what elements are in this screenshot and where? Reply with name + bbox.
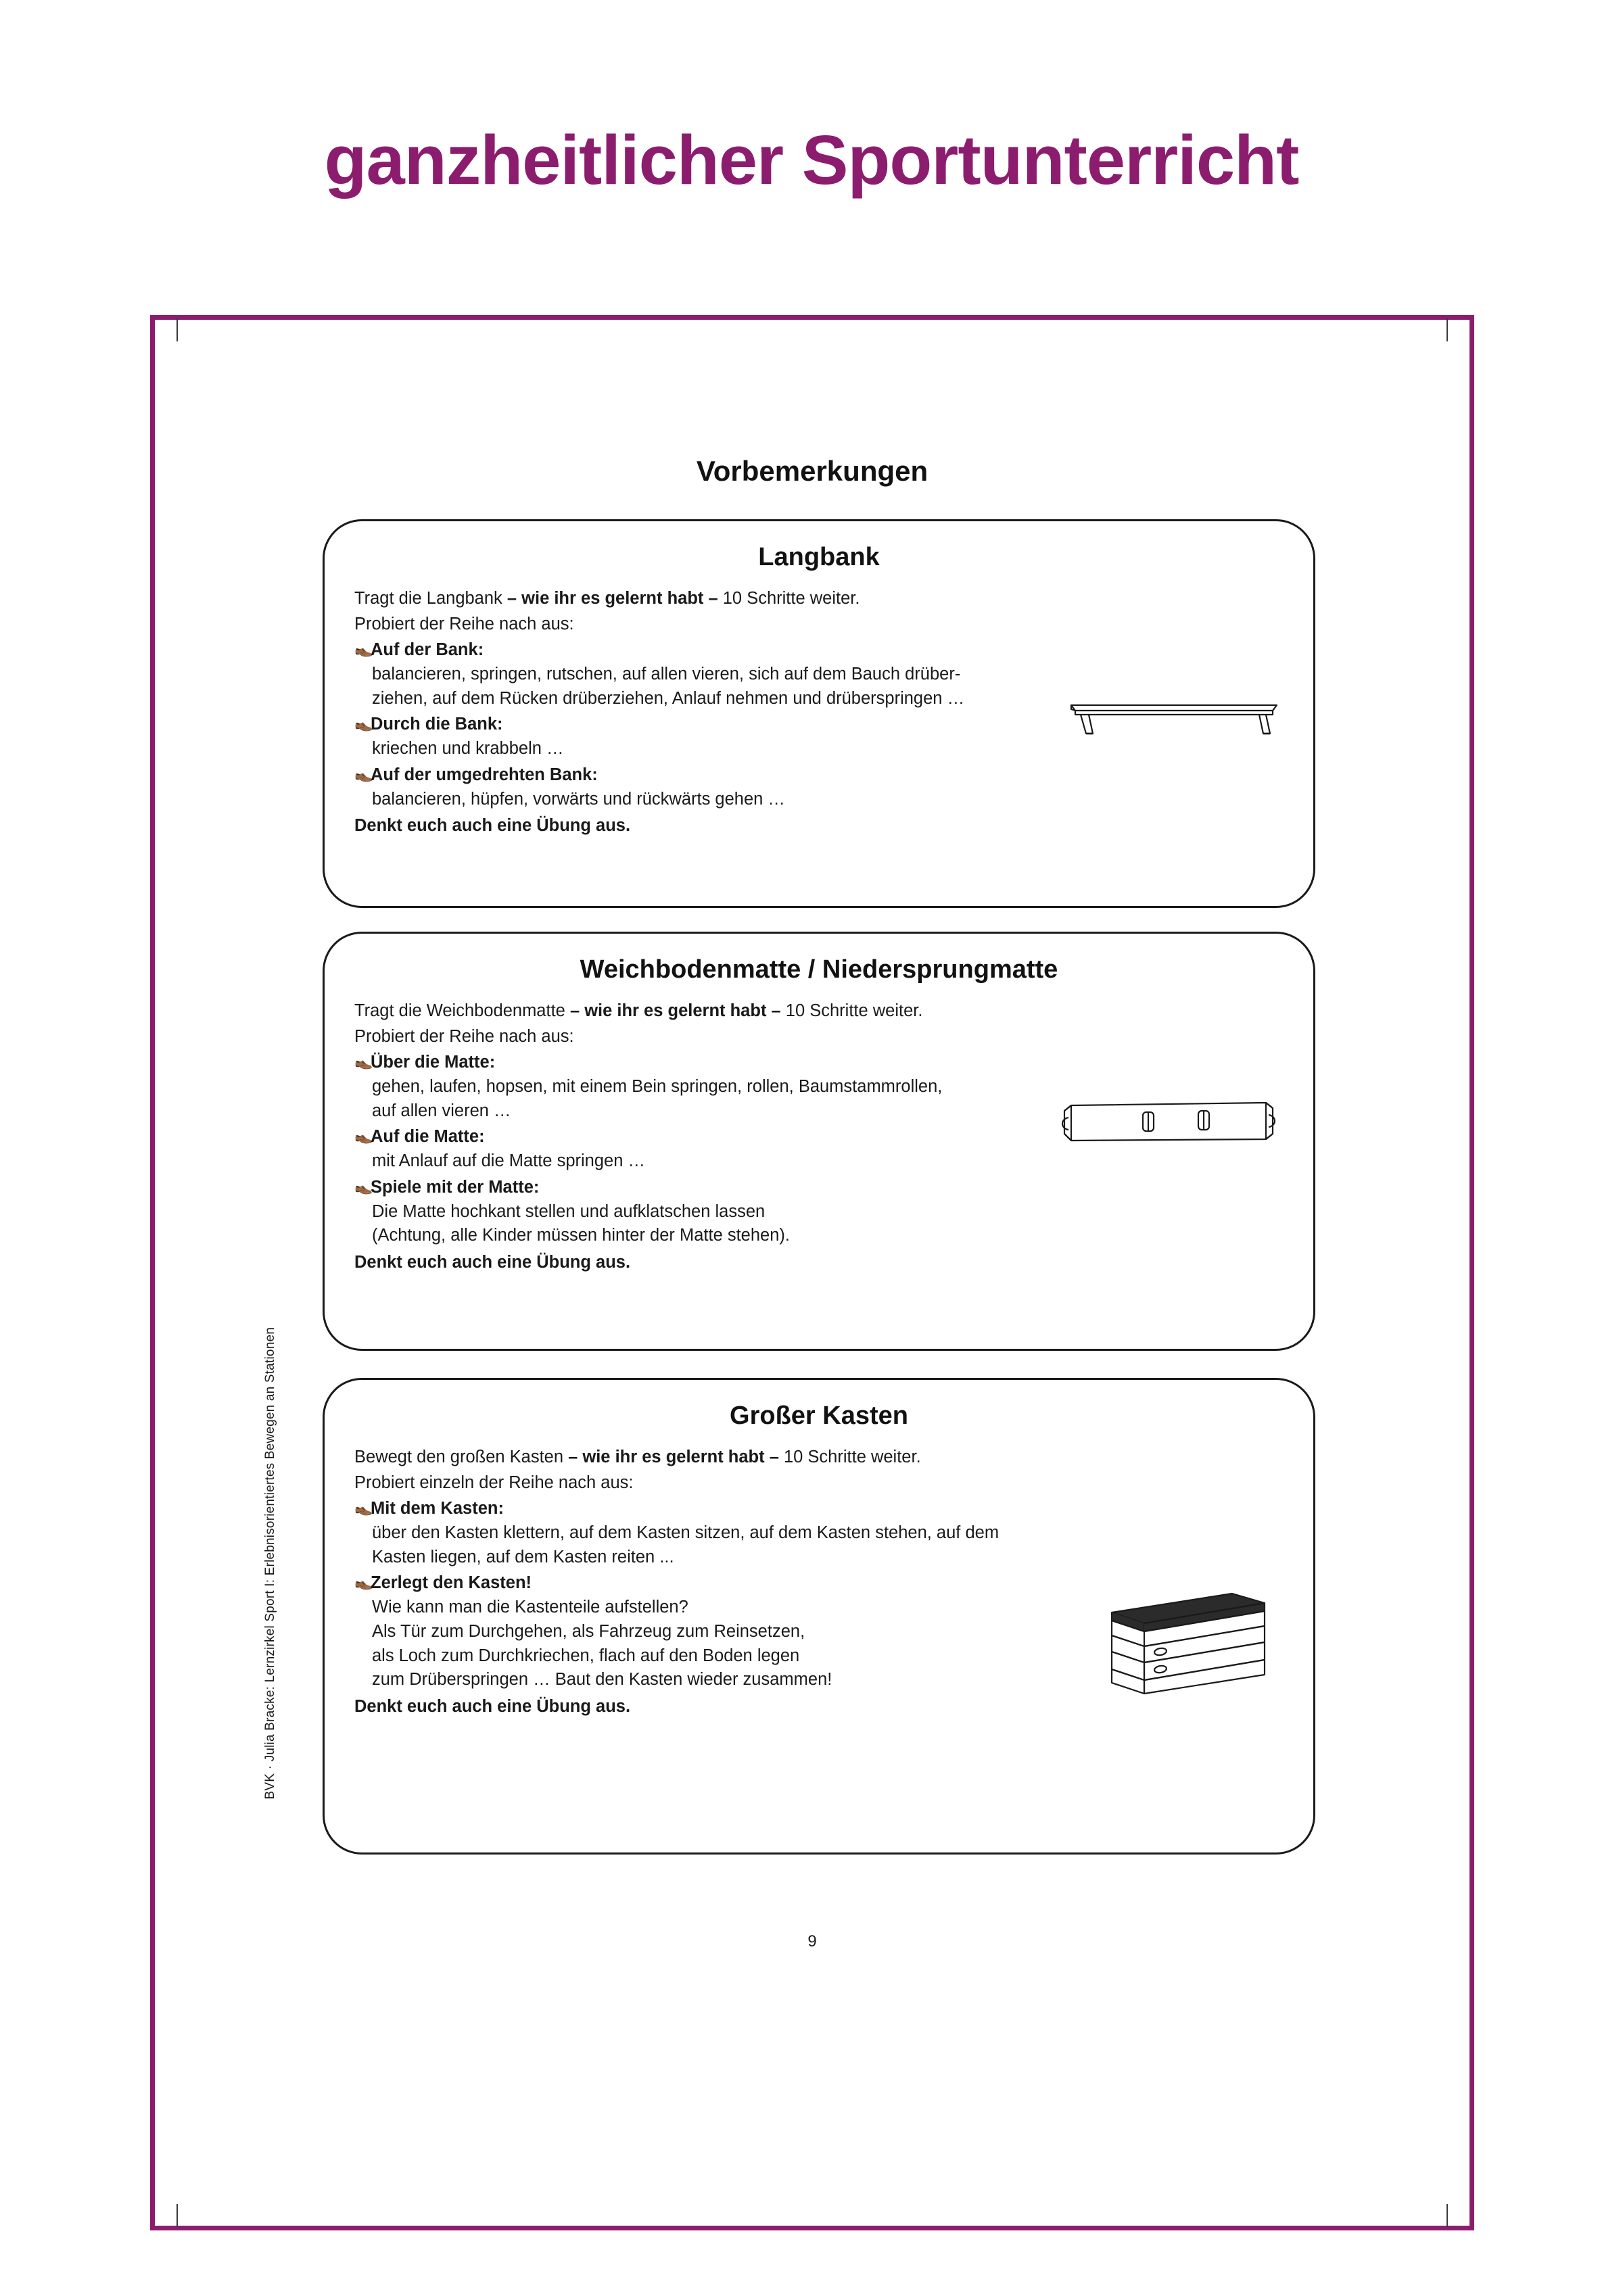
list-item-text: Kasten liegen, auf dem Kasten reiten ... — [372, 1547, 674, 1566]
list-item-text: auf allen vieren … — [372, 1101, 511, 1120]
list-item — [354, 713, 1286, 737]
list-item-text: als Loch zum Durchkriechen, flach auf den Boden legen — [372, 1646, 800, 1665]
station-closing: Denkt euch auch eine Übung aus. — [354, 1252, 631, 1272]
lead-part-2: 10 Schritte weiter. — [780, 1001, 923, 1020]
station-card-grosser-kasten — [323, 1378, 1315, 1855]
list-item-text: Die Matte hochkant stellen und aufklatschen lassen — [372, 1201, 766, 1221]
list-item — [354, 1497, 1286, 1521]
station-lead-2: Probiert der Reihe nach aus: — [354, 1026, 574, 1046]
worksheet-page — [155, 320, 1469, 2226]
list-item-text: balancieren, hüpfen, vorwärts und rückwärts gehen … — [372, 789, 785, 809]
lead-emphasis: – wie ihr es gelernt habt – — [568, 1448, 779, 1466]
lead-part-1: Tragt die Weichbodenmatte — [354, 1001, 570, 1020]
station-lead-2: Probiert der Reihe nach aus: — [354, 614, 574, 633]
list-item-label: Durch die Bank: — [371, 715, 503, 734]
list-item-text: (Achtung, alle Kinder müssen hinter der Matte stehen). — [372, 1226, 790, 1245]
list-item-text: ziehen, auf dem Rücken drüberziehen, Anlauf nehmen und drüberspringen … — [372, 688, 965, 708]
lead-emphasis: – wie ihr es gelernt habt – — [569, 1001, 781, 1020]
list-item-text: mit Anlauf auf die Matte springen … — [372, 1151, 645, 1171]
list-item-text: gehen, laufen, hopsen, mit einem Bein springen, rollen, Baumstammrollen, — [372, 1077, 943, 1097]
shoe-bullet-icon: 👞 — [354, 765, 373, 782]
list-item — [354, 1125, 1286, 1149]
worksheet-frame — [150, 315, 1474, 2230]
list-item — [354, 1051, 1286, 1075]
station-lead — [354, 1445, 1286, 1470]
list-item-label: Zerlegt den Kasten! — [371, 1573, 532, 1593]
section-heading: Vorbemerkungen — [696, 455, 928, 487]
page-title: ganzheitlicher Sportunterricht — [324, 121, 1299, 199]
station-lead — [354, 999, 1286, 1024]
station-closing: Denkt euch auch eine Übung aus. — [354, 1696, 631, 1716]
station-title: Weichbodenmatte / Niedersprungmatte — [580, 955, 1058, 984]
lead-part-2: 10 Schritte weiter. — [778, 1448, 921, 1466]
station-closing: Denkt euch auch eine Übung aus. — [354, 816, 631, 836]
station-card-langbank — [323, 519, 1315, 908]
station-body — [325, 999, 1313, 1275]
page-number: 9 — [807, 1932, 817, 1951]
list-item-label: Mit dem Kasten: — [371, 1499, 504, 1518]
list-item-text: über den Kasten klettern, auf dem Kasten sitzen, auf dem Kasten stehen, auf dem — [372, 1523, 999, 1543]
station-card-weichbodenmatte — [323, 932, 1315, 1351]
shoe-bullet-icon: 👞 — [354, 1177, 373, 1195]
list-item-label: Auf die Matte: — [371, 1127, 485, 1147]
list-item — [354, 638, 1286, 663]
list-item — [354, 763, 1286, 788]
list-item-label: Auf der umgedrehten Bank: — [371, 765, 598, 784]
list-item-text: kriechen und krabbeln … — [372, 739, 564, 759]
list-item-label: Über die Matte: — [371, 1053, 496, 1072]
list-item-text: balancieren, springen, rutschen, auf allen vieren, sich auf dem Bauch drüber- — [372, 665, 961, 684]
side-credit: BVK · Julia Bracke: Lernzirkel Sport I: Erlebnisorientiertes Bewegen an Stationen — [263, 1327, 277, 1800]
station-title: Großer Kasten — [730, 1402, 908, 1430]
shoe-bullet-icon: 👞 — [354, 715, 373, 732]
station-body — [325, 1445, 1313, 1719]
station-title: Langbank — [758, 543, 880, 571]
list-item-label: Auf der Bank: — [371, 640, 484, 660]
lead-part-1: Tragt die Langbank — [354, 589, 507, 608]
list-item-text: Als Tür zum Durchgehen, als Fahrzeug zum Reinsetzen, — [372, 1621, 805, 1641]
list-item — [354, 1176, 1286, 1200]
station-lead-2: Probiert einzeln der Reihe nach aus: — [354, 1473, 634, 1492]
list-item-text: zum Drüberspringen … Baut den Kasten wieder zusammen! — [372, 1670, 832, 1690]
shoe-bullet-icon: 👞 — [354, 1499, 373, 1516]
shoe-bullet-icon: 👞 — [354, 1127, 373, 1145]
lead-part-1: Bewegt den großen Kasten — [354, 1448, 569, 1466]
lead-part-2: 10 Schritte weiter. — [718, 589, 860, 608]
list-item-text: Wie kann man die Kastenteile aufstellen? — [372, 1598, 688, 1617]
station-lead — [354, 587, 1286, 611]
shoe-bullet-icon: 👞 — [354, 640, 373, 658]
shoe-bullet-icon: 👞 — [354, 1053, 373, 1070]
station-body — [325, 587, 1313, 838]
list-item — [354, 1571, 1286, 1596]
lead-emphasis: – wie ihr es gelernt habt – — [507, 589, 718, 608]
list-item-label: Spiele mit der Matte: — [371, 1177, 540, 1197]
shoe-bullet-icon: 👞 — [354, 1573, 373, 1591]
